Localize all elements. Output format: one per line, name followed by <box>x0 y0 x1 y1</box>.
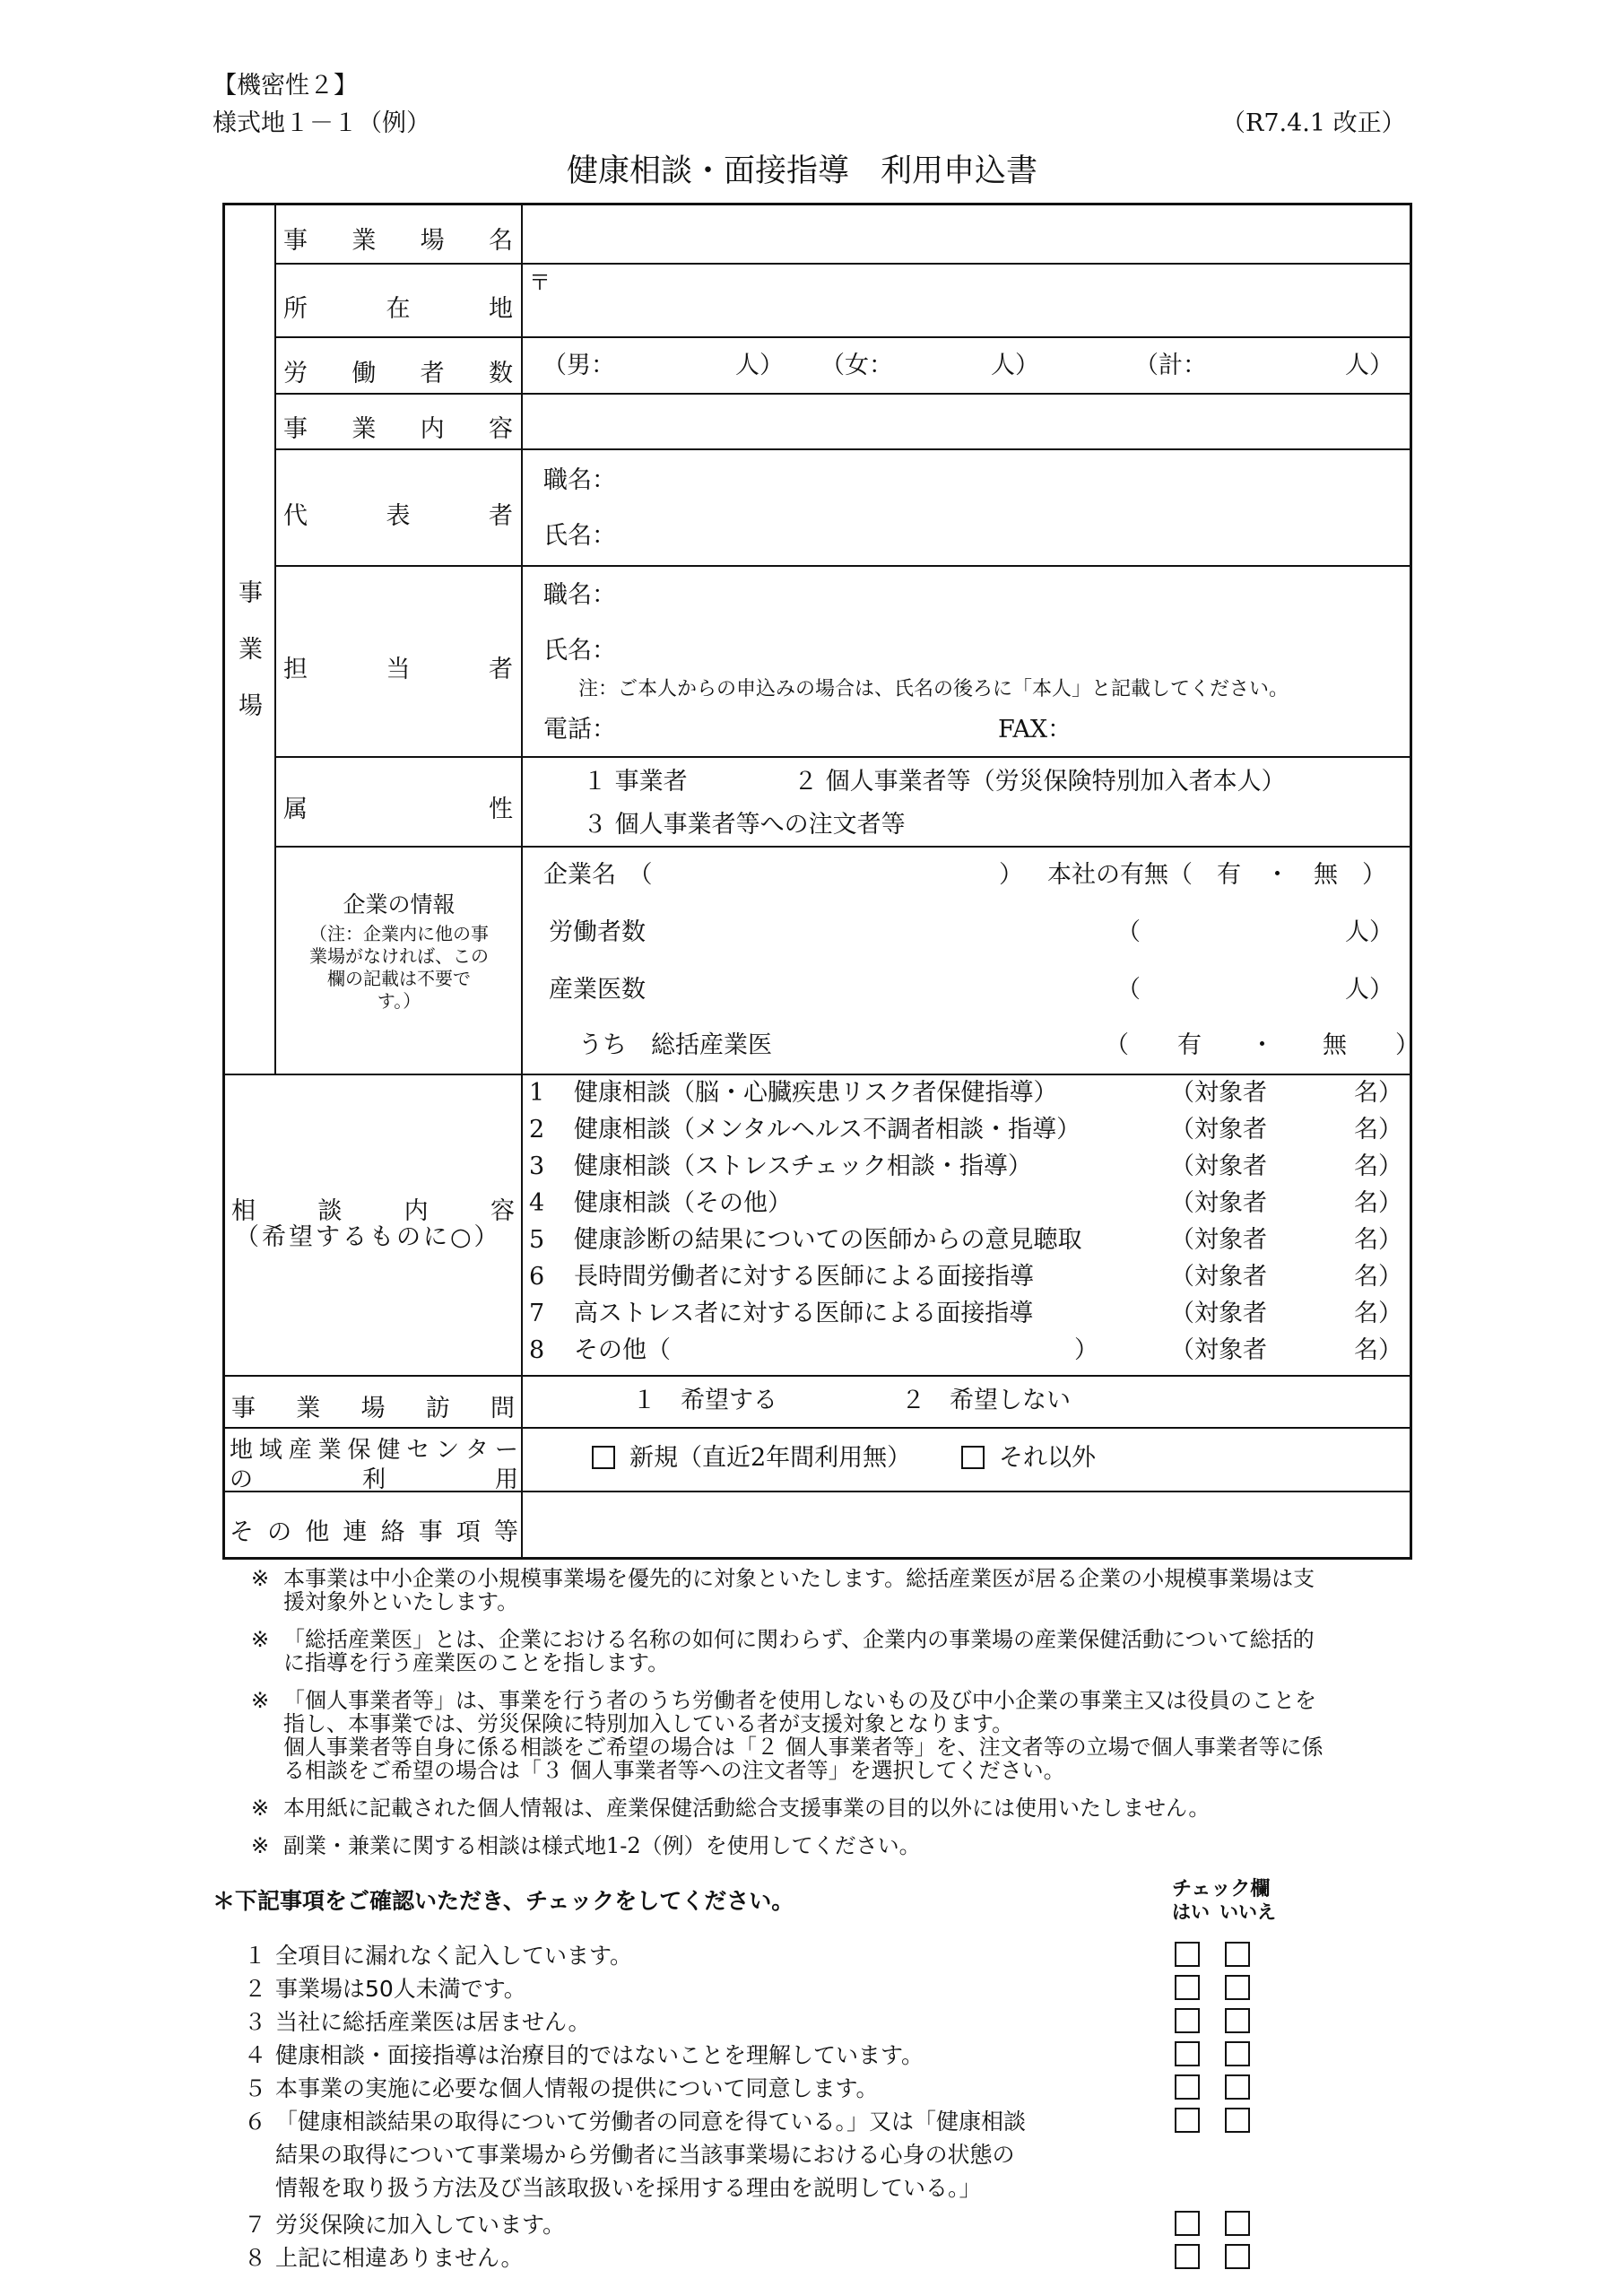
checklist-item-text: 労災保険に加入しています。 <box>275 2212 566 2238</box>
target-count-label: （対象者 <box>1170 1226 1267 1254</box>
label-site-visit: 事 業 場 訪 問 <box>231 1395 515 1422</box>
note-mark: ※ <box>251 1688 270 1713</box>
revision-date: （R7.4.1 改正） <box>1221 109 1406 137</box>
check-yes-header: はい <box>1172 1901 1210 1923</box>
label-representative: 代 表 者 <box>283 502 513 530</box>
business-field[interactable] <box>525 396 1408 447</box>
check-no-box[interactable] <box>1225 2211 1250 2236</box>
office-name-field[interactable] <box>525 208 1408 260</box>
form-id: 様式地１－１（例） <box>213 109 430 137</box>
checklist-item-number: ５ <box>244 2075 267 2101</box>
occupational-physicians-unit: 人） <box>1345 976 1393 1004</box>
company-name-label: 企業名 （ <box>543 861 653 889</box>
note-line: 本用紙に記載された個人情報は、産業保健活動総合支援事業の目的以外には使用いたしません。 <box>283 1796 1211 1821</box>
target-count-label: （対象者 <box>1170 1336 1267 1364</box>
visit-option-no[interactable]: ２ 希望しない <box>901 1387 1071 1414</box>
checklist-item-text: 上記に相違ありません。 <box>275 2245 524 2271</box>
checklist-item-number: ６ <box>244 2109 267 2135</box>
workers-total-unit: 人） <box>1345 352 1393 379</box>
company-workers-unit: 人） <box>1345 918 1393 946</box>
checklist-item-number: １ <box>244 1943 267 1969</box>
checklist-intro: ＊下記事項をご確認いただき、チェックをしてください。 <box>213 1888 794 1914</box>
postal-mark: 〒 <box>529 270 551 295</box>
check-no-box[interactable] <box>1225 2074 1250 2100</box>
target-count-unit: 名） <box>1354 1189 1402 1217</box>
target-count-unit: 名） <box>1354 1152 1402 1180</box>
checklist-item-number: ４ <box>244 2042 267 2068</box>
target-count-label: （対象者 <box>1170 1300 1267 1327</box>
target-count-unit: 名） <box>1354 1226 1402 1254</box>
page-title: 健康相談・面接指導 利用申込書 <box>567 153 1038 189</box>
contact-name-label: 氏名： <box>543 637 616 665</box>
check-column-title: チェック欄 <box>1172 1878 1271 1900</box>
target-count-unit: 名） <box>1354 1300 1402 1327</box>
label-location: 所 在 地 <box>283 295 513 323</box>
note-line: 副業・兼業に関する相談は様式地1-2（例）を使用してください。 <box>283 1833 921 1858</box>
other-user-label: それ以外 <box>999 1444 1096 1472</box>
checklist-item-number: ７ <box>244 2212 267 2238</box>
note-line: 本事業は中小企業の小規模事業場を優先的に対象といたします。総括産業医が居る企業の小規模事業場は支 <box>283 1566 1315 1591</box>
note-line: に指導を行う産業医のことを指します。 <box>283 1650 670 1675</box>
checklist-item-text: 事業場は50人未満です。 <box>275 1976 526 2002</box>
occupational-physicians-open: （ <box>1116 976 1141 1004</box>
note-line: 個人事業者等自身に係る相談をご希望の場合は「２ 個人事業者等」を、注文者等の立場で個人事業者等に係 <box>283 1735 1324 1760</box>
check-yes-box[interactable] <box>1175 1975 1200 2000</box>
head-office-choice[interactable]: 本社の有無（ 有 ・ 無 ） <box>1047 861 1386 889</box>
checklist-item-text: 当社に総括産業医は居ません。 <box>275 2009 591 2035</box>
check-yes-box[interactable] <box>1175 2074 1200 2100</box>
occupational-physicians-label: 産業医数 <box>549 976 646 1004</box>
attribute-option-1[interactable]: １ 事業者 <box>583 768 688 796</box>
fax-label: FAX： <box>998 716 1072 744</box>
label-business: 事 業 内 容 <box>283 415 513 443</box>
note-line: 「個人事業者等」は、事業を行う者のうち労働者を使用しないもの及び中小企業の事業主又は役員のことを <box>283 1688 1316 1713</box>
checklist-item-text: 健康相談・面接指導は治療目的ではないことを理解しています。 <box>275 2042 924 2068</box>
representative-name-label: 氏名： <box>543 522 616 550</box>
label-office-name: 事 業 場 名 <box>283 227 513 255</box>
checklist-item-number: ８ <box>244 2245 267 2271</box>
location-field[interactable] <box>551 267 1408 334</box>
check-yes-box[interactable] <box>1175 2211 1200 2236</box>
note-line: 援対象外といたします。 <box>283 1589 519 1614</box>
note-mark: ※ <box>251 1833 270 1858</box>
label-attribute: 属 性 <box>283 796 513 823</box>
check-yes-box[interactable] <box>1175 2244 1200 2269</box>
target-count-label: （対象者 <box>1170 1079 1267 1107</box>
check-no-header: いいえ <box>1219 1901 1276 1923</box>
checklist-item-number: ３ <box>244 2009 267 2035</box>
check-no-box[interactable] <box>1225 2108 1250 2133</box>
general-physician-choice[interactable]: （ 有 ・ 無 ） <box>1105 1031 1419 1059</box>
target-count-unit: 名） <box>1354 1336 1402 1364</box>
check-yes-box[interactable] <box>1175 2108 1200 2133</box>
label-center-usage-2: の 利 用 <box>230 1466 518 1493</box>
check-no-box[interactable] <box>1225 1942 1250 1967</box>
company-workers-open: （ <box>1116 918 1141 946</box>
note-mark: ※ <box>251 1566 270 1591</box>
check-no-box[interactable] <box>1225 2041 1250 2066</box>
target-count-label: （対象者 <box>1170 1263 1267 1291</box>
checklist-item-text: 「健康相談結果の取得について労働者の同意を得ている。」又は「健康相談 <box>275 2109 1027 2135</box>
target-count-unit: 名） <box>1354 1116 1402 1144</box>
contact-title-label: 職名： <box>543 581 616 609</box>
check-no-box[interactable] <box>1225 1975 1250 2000</box>
phone-label: 電話： <box>543 716 616 744</box>
note-mark: ※ <box>251 1627 270 1652</box>
workers-male-unit: 人） <box>735 352 784 379</box>
checklist-item-text: 全項目に漏れなく記入しています。 <box>275 1943 633 1969</box>
confidentiality-label: 【機密性２】 <box>213 72 358 100</box>
visit-option-yes[interactable]: １ 希望する <box>632 1387 777 1414</box>
label-contact: 担 当 者 <box>283 656 513 683</box>
workers-female-label: （女： <box>820 352 893 379</box>
check-yes-box[interactable] <box>1175 1942 1200 1967</box>
check-yes-box[interactable] <box>1175 2008 1200 2033</box>
check-no-box[interactable] <box>1225 2244 1250 2269</box>
label-consultation: 相 談 内 容 <box>231 1197 515 1225</box>
company-name-close: ） <box>999 861 1023 889</box>
target-count-unit: 名） <box>1354 1079 1402 1107</box>
target-count-label: （対象者 <box>1170 1116 1267 1144</box>
workers-male-label: （男： <box>542 352 615 379</box>
other-user-checkbox[interactable] <box>961 1446 985 1469</box>
checklist-item-text: 結果の取得について事業場から労働者に当該事業場における心身の状態の <box>275 2142 1015 2168</box>
workers-total-label: （計： <box>1134 352 1207 379</box>
note-line: 指し、本事業では、労災保険に特別加入している者が支援対象となります。 <box>283 1711 1014 1736</box>
checklist-item-text: 情報を取り扱う方法及び当該取扱いを採用する理由を説明している。」 <box>275 2175 982 2201</box>
target-count-label: （対象者 <box>1170 1189 1267 1217</box>
check-no-box[interactable] <box>1225 2008 1250 2033</box>
new-user-checkbox[interactable] <box>592 1446 615 1469</box>
label-other-contact: そ の 他 連 絡 事 項 等 <box>230 1518 518 1546</box>
target-count-label: （対象者 <box>1170 1152 1267 1180</box>
label-center-usage: 地 域 産 業 保 健 セ ン タ ー <box>230 1437 518 1464</box>
note-line: る相談をご希望の場合は「３ 個人事業者等への注文者等」を選択してください。 <box>283 1758 1065 1783</box>
attribute-option-3[interactable]: ３ 個人事業者等への注文者等 <box>583 811 906 839</box>
note-mark: ※ <box>251 1796 270 1821</box>
checklist-item-text: 本事業の実施に必要な個人情報の提供について同意します。 <box>275 2075 879 2101</box>
representative-title-label: 職名： <box>543 466 616 494</box>
checklist-item-number: ２ <box>244 1976 267 2002</box>
label-workers: 労 働 者 数 <box>283 360 513 387</box>
new-user-label: 新規（直近2年間利用無） <box>629 1444 912 1472</box>
company-workers-label: 労働者数 <box>549 918 646 946</box>
attribute-option-2[interactable]: ２ 個人事業者等（労災保険特別加入者本人） <box>794 768 1286 796</box>
note-line: 「総括産業医」とは、企業における名称の如何に関わらず、企業内の事業場の産業保健活動について総括的 <box>283 1627 1315 1652</box>
contact-note: 注：ご本人からの申込みの場合は、氏名の後ろに「本人」と記載してください。 <box>578 678 1289 700</box>
check-yes-box[interactable] <box>1175 2041 1200 2066</box>
general-physician-label: うち 総括産業医 <box>578 1031 772 1059</box>
target-count-unit: 名） <box>1354 1263 1402 1291</box>
other-contact-field[interactable] <box>525 1494 1408 1555</box>
workers-female-unit: 人） <box>991 352 1039 379</box>
section-label-office: 事 業 場 <box>239 579 263 720</box>
company-info-label: 企業の情報 （注：企業内に他の事 業場がなければ、この 欄の記載は不要で す。） <box>309 891 489 1012</box>
consultation-sublabel: （希望するものに○） <box>235 1223 501 1251</box>
